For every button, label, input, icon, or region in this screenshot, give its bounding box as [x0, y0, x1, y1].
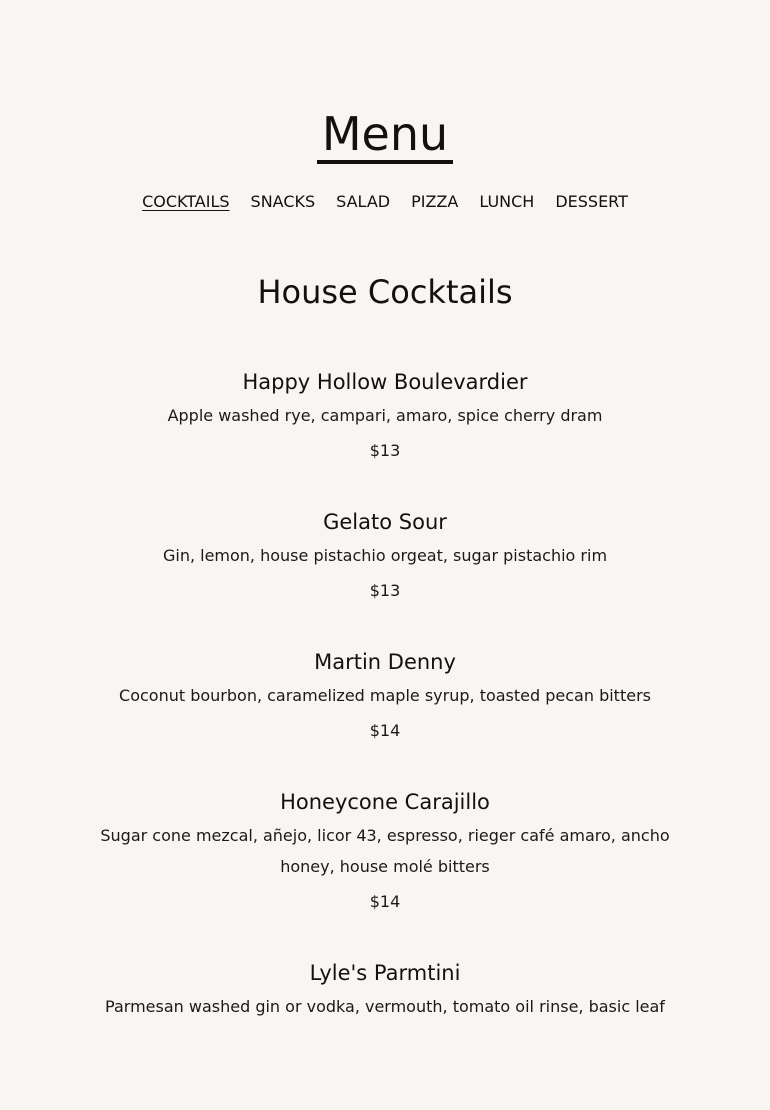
- menu-item-price: $14: [369, 721, 401, 740]
- menu-item: [100, 506, 670, 604]
- menu-item-price: $14: [369, 892, 401, 911]
- nav-item-salad[interactable]: SALAD: [336, 192, 391, 211]
- menu-item-price: $13: [369, 581, 401, 600]
- menu-item-name: Martin Denny: [314, 650, 456, 674]
- nav-item-lunch[interactable]: LUNCH: [479, 192, 535, 211]
- menu-item-description: Coconut bourbon, caramelized maple syrup, toasted pecan bitters: [119, 686, 651, 705]
- page-title-text: Menu: [317, 108, 453, 164]
- menu-item-name: Honeycone Carajillo: [280, 790, 490, 814]
- menu-item: [100, 646, 670, 744]
- category-nav: [0, 190, 770, 214]
- menu-item-name: Lyle's Parmtini: [309, 961, 461, 985]
- nav-item-dessert[interactable]: DESSERT: [555, 192, 628, 211]
- menu-item: [100, 366, 670, 464]
- nav-item-pizza[interactable]: PIZZA: [411, 192, 459, 211]
- menu-item-name: Gelato Sour: [323, 510, 447, 534]
- menu-item-list: [100, 366, 670, 1029]
- section-title: House Cocktails: [257, 273, 513, 311]
- menu-item-description: Parmesan washed gin or vodka, vermouth, tomato oil rinse, basic leaf: [105, 997, 665, 1016]
- menu-item: [100, 786, 670, 915]
- menu-item-name: Happy Hollow Boulevardier: [242, 370, 528, 394]
- nav-item-snacks[interactable]: SNACKS: [250, 192, 316, 211]
- menu-item-description: Sugar cone mezcal, añejo, licor 43, espresso, rieger café amaro, ancho honey, house molé bitters: [100, 826, 670, 876]
- menu-item: [100, 957, 670, 1022]
- menu-item-description: Gin, lemon, house pistachio orgeat, sugar pistachio rim: [162, 546, 608, 565]
- menu-item-description: Apple washed rye, campari, amaro, spice cherry dram: [167, 406, 603, 425]
- nav-item-cocktails[interactable]: COCKTAILS: [142, 192, 230, 211]
- menu-item-price: $13: [369, 441, 401, 460]
- page-title: [0, 106, 770, 164]
